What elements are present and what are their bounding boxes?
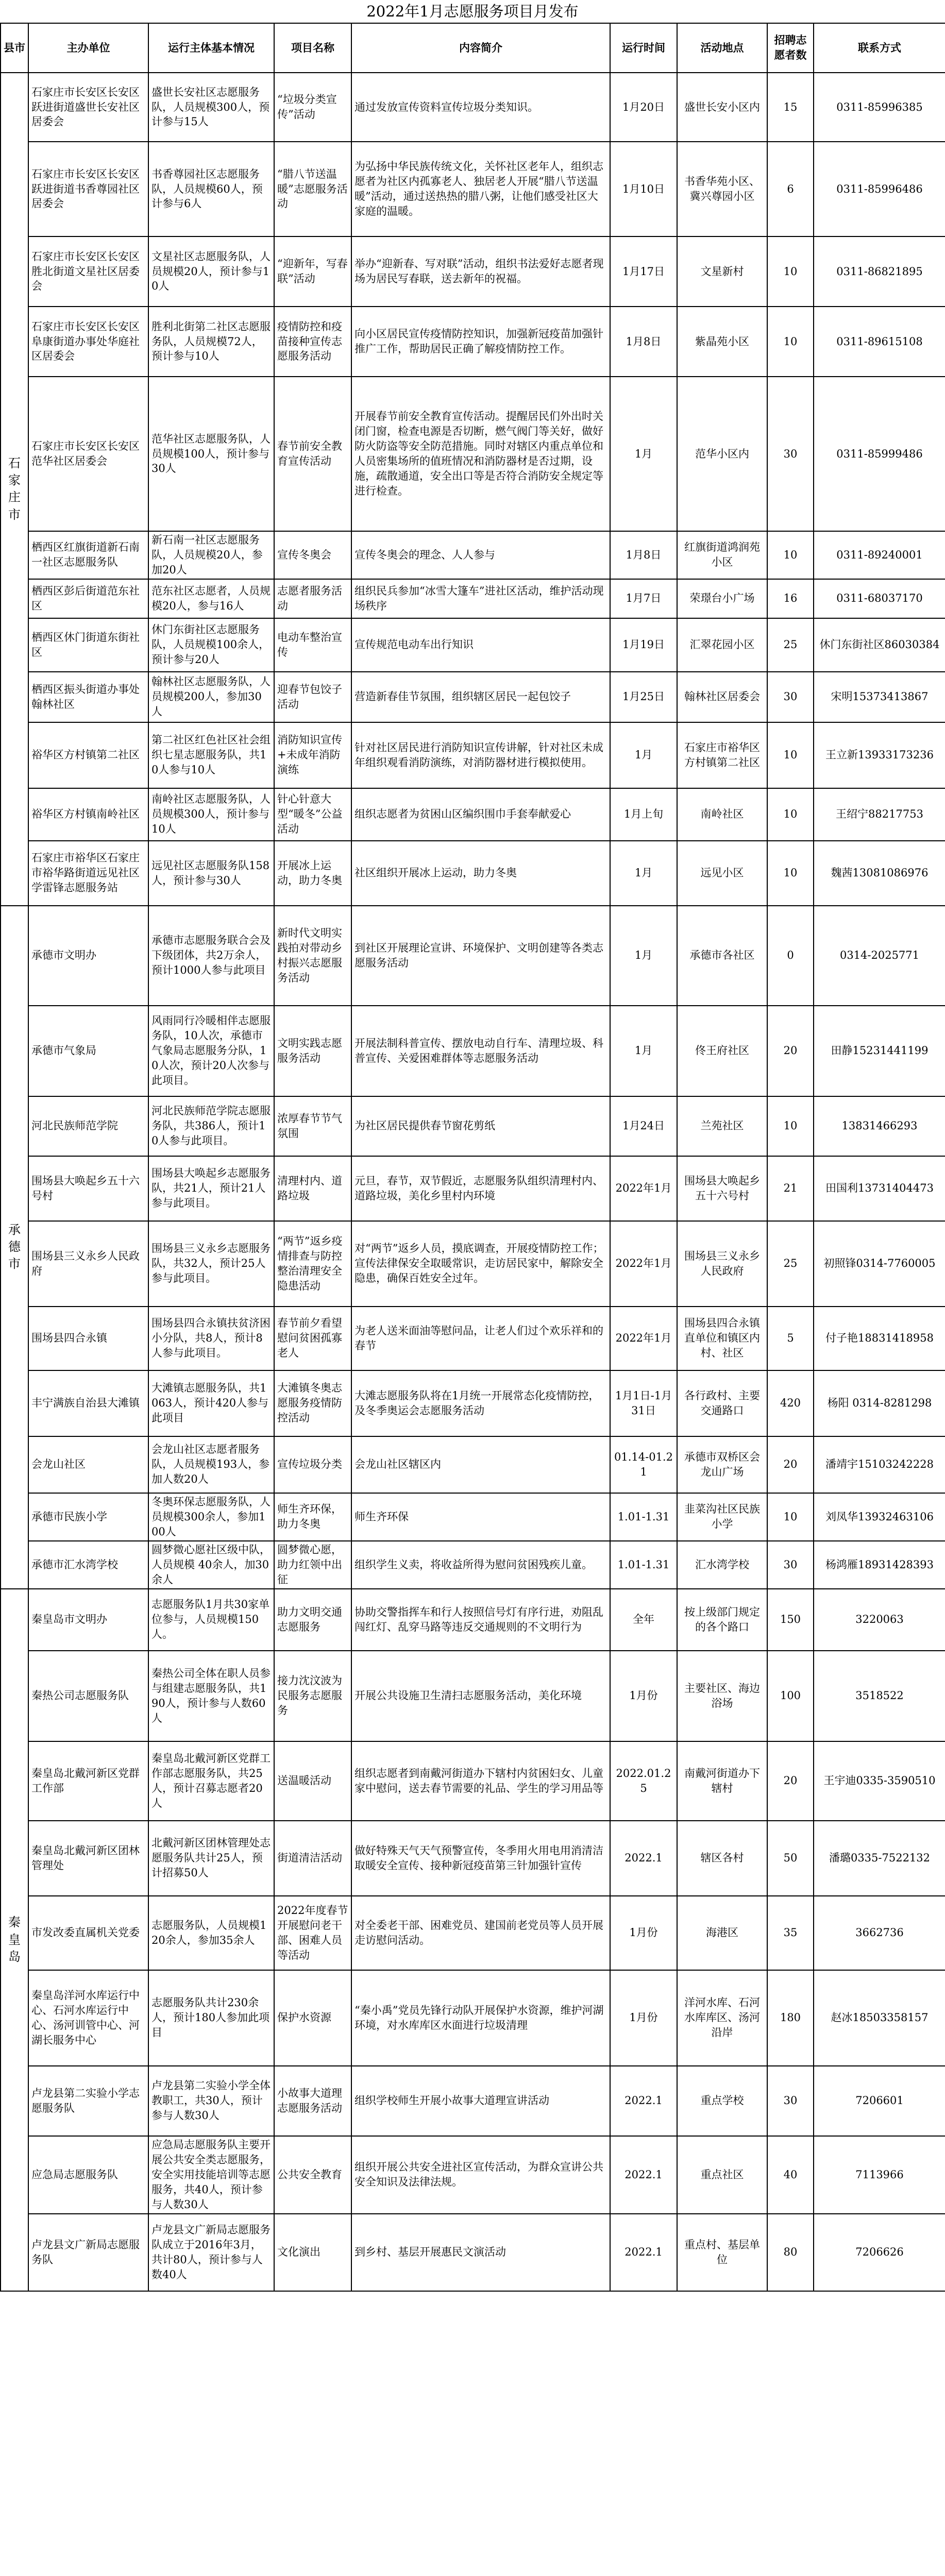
header-place: 活动地点	[677, 23, 767, 73]
cell-entity: 休门东街社区志愿服务队，人员规模100余人，预计参与20人	[148, 618, 274, 672]
cell-count: 10	[767, 307, 814, 377]
cell-time: 1月1日-1月31日	[610, 1370, 677, 1436]
cell-place: 盛世长安小区内	[677, 73, 767, 142]
cell-intro: 组织志愿者到南戴河街道办下辖村内贫困妇女、儿童家中慰问，送去春节需要的礼品、学生的学习用品等	[351, 1741, 610, 1821]
cell-contact: 7206626	[814, 2214, 945, 2291]
cell-count: 10	[767, 788, 814, 841]
header-time: 运行时间	[610, 23, 677, 73]
cell-count: 10	[767, 531, 814, 579]
cell-intro: 到乡村、基层开展惠民文演活动	[351, 2214, 610, 2291]
cell-time: 2022年1月	[610, 1156, 677, 1221]
cell-intro: 开展法制科普宣传、摆放电动自行车、清理垃圾、科普宣传、关爱困难群体等志愿服务活动	[351, 1006, 610, 1096]
cell-entity: 大滩镇志愿服务队，共1063人，预计420人参与此项目	[148, 1370, 274, 1436]
cell-organizer: 秦热公司志愿服务队	[28, 1651, 148, 1741]
cell-organizer: 栖西区振头街道办事处翰林社区	[28, 672, 148, 722]
cell-time: 1月8日	[610, 531, 677, 579]
cell-entity: 围场县四合永镇扶贫济困小分队，共8人，预计8人参与此项目。	[148, 1307, 274, 1370]
cell-place: 红旗街道鸿润苑小区	[677, 531, 767, 579]
cell-intro: 会龙山社区辖区内	[351, 1436, 610, 1493]
cell-place: 各行政村、主要交通路口	[677, 1370, 767, 1436]
cell-project: 清理村内、道路垃圾	[274, 1156, 351, 1221]
cell-contact: 王立新13933173236	[814, 722, 945, 788]
cell-intro: 组织志愿者为贫困山区编织围巾手套奉献爱心	[351, 788, 610, 841]
cell-entity: 志愿服务队共计230余人，预计180人参加此项目	[148, 1970, 274, 2066]
table-row	[1, 2214, 945, 2291]
cell-time: 1月19日	[610, 618, 677, 672]
header-row	[1, 23, 945, 73]
table-row	[1, 906, 945, 1006]
cell-intro: 师生齐环保	[351, 1493, 610, 1541]
table-row	[1, 1970, 945, 2066]
cell-project: 小故事大道理志愿服务活动	[274, 2066, 351, 2136]
cell-entity: 范东社区志愿者，人员规模20人，参与16人	[148, 579, 274, 618]
cell-count: 40	[767, 2136, 814, 2214]
cell-contact: 潘靖宇15103242228	[814, 1436, 945, 1493]
cell-time: 1月24日	[610, 1096, 677, 1156]
cell-organizer: 承德市文明办	[28, 906, 148, 1006]
cell-entity: 书香尊园社区志愿服务队，人员规模60人，预计参与6人	[148, 142, 274, 236]
table-body	[1, 73, 945, 2291]
table-row	[1, 1307, 945, 1370]
cell-count: 21	[767, 1156, 814, 1221]
cell-place: 翰林社区居委会	[677, 672, 767, 722]
cell-contact: 杨鸿雁18931428393	[814, 1541, 945, 1589]
cell-project: 志愿者服务活动	[274, 579, 351, 618]
cell-project: 保护水资源	[274, 1970, 351, 2066]
cell-count: 10	[767, 1096, 814, 1156]
cell-contact: 刘凤华13932463106	[814, 1493, 945, 1541]
cell-place: 紫晶苑小区	[677, 307, 767, 377]
cell-count: 20	[767, 1436, 814, 1493]
cell-place: 石家庄市裕华区方村镇第二社区	[677, 722, 767, 788]
cell-count: 10	[767, 236, 814, 307]
table-row	[1, 1896, 945, 1970]
cell-time: 2022年1月	[610, 1221, 677, 1307]
cell-place: 汇翠花园小区	[677, 618, 767, 672]
cell-count: 20	[767, 1006, 814, 1096]
table-row	[1, 1006, 945, 1096]
cell-intro: 针对社区居民进行消防知识宣传讲解，针对社区未成年组织观看消防演练，对消防器材进行模拟使用。	[351, 722, 610, 788]
cell-intro: 做好特殊天气天气预警宣传，冬季用火用电用消清洁取暖安全宣传、接种新冠疫苗第三针加强针宣传	[351, 1821, 610, 1896]
cell-count: 30	[767, 377, 814, 531]
cell-time: 1.01-1.31	[610, 1493, 677, 1541]
cell-intro: 协助交警指挥车和行人按照信号灯有序行进，劝阻乱闯红灯、乱穿马路等违反交通规则的不文明行为	[351, 1589, 610, 1651]
cell-contact: 宋明15373413867	[814, 672, 945, 722]
cell-time: 1月20日	[610, 73, 677, 142]
cell-contact: 3662736	[814, 1896, 945, 1970]
cell-entity: 范华社区志愿服务队，人员规模100人，预计参与30人	[148, 377, 274, 531]
table-row	[1, 142, 945, 236]
cell-organizer: 卢龙县文广新局志愿服务队	[28, 2214, 148, 2291]
table-row	[1, 1589, 945, 1651]
cell-intro: 为老人送米面油等慰问品，让老人们过个欢乐祥和的春节	[351, 1307, 610, 1370]
cell-entity: 会龙山社区志愿者服务队，人员规模193人，参加人数20人	[148, 1436, 274, 1493]
table-row	[1, 1741, 945, 1821]
cell-count: 16	[767, 579, 814, 618]
cell-organizer: 石家庄市裕华区石家庄市裕华路街道远见社区学雷锋志愿服务站	[28, 841, 148, 906]
cell-organizer: 石家庄市长安区长安区跃进街道书香尊园社区居委会	[28, 142, 148, 236]
cell-city: 石家庄市	[1, 73, 28, 906]
cell-organizer: 秦皇岛北戴河新区党群工作部	[28, 1741, 148, 1821]
cell-intro: 元旦，春节，双节假近，志愿服务队组织清理村内、道路垃圾，美化乡里村内环境	[351, 1156, 610, 1221]
table-row	[1, 1221, 945, 1307]
cell-project: 春节前夕看望慰问贫困孤寡老人	[274, 1307, 351, 1370]
cell-entity: 秦热公司全体在职人员参与组建志愿服务队，共190人，预计参与人数60人	[148, 1651, 274, 1741]
cell-place: 重点社区	[677, 2136, 767, 2214]
cell-contact: 赵冰18503358157	[814, 1970, 945, 2066]
cell-intro: “秦小禹”党员先锋行动队开展保护水资源，维护河湖环境，对水库库区水面进行垃圾清理	[351, 1970, 610, 2066]
cell-contact: 7113966	[814, 2136, 945, 2214]
cell-count: 50	[767, 1821, 814, 1896]
cell-entity: 志愿服务队1月共30家单位参与，人员规模150人。	[148, 1589, 274, 1651]
cell-entity: 南岭社区志愿服务队，人员规模300人，预计参与10人	[148, 788, 274, 841]
cell-project: 开展冰上运动，助力冬奥	[274, 841, 351, 906]
cell-intro: 组织学校师生开展小故事大道理宣讲活动	[351, 2066, 610, 2136]
cell-project: 送温暖活动	[274, 1741, 351, 1821]
cell-contact: 田静15231441199	[814, 1006, 945, 1096]
cell-contact: 3518522	[814, 1651, 945, 1741]
cell-project: 针心针意大型“暖冬”公益活动	[274, 788, 351, 841]
cell-intro: 对全委老干部、困难党员、建国前老党员等人员开展走访慰问活动。	[351, 1896, 610, 1970]
cell-count: 20	[767, 1741, 814, 1821]
cell-project: “两节”返乡疫情排查与防控整治清理安全隐患活动	[274, 1221, 351, 1307]
cell-time: 全年	[610, 1589, 677, 1651]
cell-count: 15	[767, 73, 814, 142]
cell-project: 接力沈汶波为民服务志愿服务	[274, 1651, 351, 1741]
cell-place: 主要社区、海边浴场	[677, 1651, 767, 1741]
cell-organizer: 裕华区方村镇第二社区	[28, 722, 148, 788]
cell-time: 2022.01.25	[610, 1741, 677, 1821]
cell-intro: 开展春节前安全教育宣传活动。提醒居民们外出时关闭门窗，检查电源是否切断，燃气阀门等关好，做好防火防盗等安全防范措施。同时对辖区内重点单位和人员密集场所的值班情况和消防器材是否过期，设施，疏散通道，安全出口等是否符合消防安全规定等进行检查。	[351, 377, 610, 531]
cell-project: 文化演出	[274, 2214, 351, 2291]
cell-count: 100	[767, 1651, 814, 1741]
cell-place: 韭菜沟社区民族小学	[677, 1493, 767, 1541]
table-row	[1, 618, 945, 672]
cell-place: 围场县四合永镇直单位和镇区内村、社区	[677, 1307, 767, 1370]
cell-entity: 河北民族师范学院志愿服务队，共386人，预计10人参与此项目。	[148, 1096, 274, 1156]
cell-intro: 宣传冬奥会的理念、人人参与	[351, 531, 610, 579]
cell-place: 佟王府社区	[677, 1006, 767, 1096]
cell-organizer: 秦皇岛市文明办	[28, 1589, 148, 1651]
cell-intro: 向小区居民宣传疫情防控知识，加强新冠疫苗加强针推广工作，帮助居民正确了解疫情防控工作。	[351, 307, 610, 377]
cell-project: 助力文明交通志愿服务	[274, 1589, 351, 1651]
cell-count: 150	[767, 1589, 814, 1651]
cell-time: 1月份	[610, 1970, 677, 2066]
cell-entity: 冬奥环保志愿服务队，人员规模300余人，参加100人	[148, 1493, 274, 1541]
cell-intro: 社区组织开展冰上运动，助力冬奥	[351, 841, 610, 906]
cell-entity: 盛世长安社区志愿服务队，人员规模300人，预计参与15人	[148, 73, 274, 142]
header-contact: 联系方式	[814, 23, 945, 73]
cell-organizer: 丰宁满族自治县大滩镇	[28, 1370, 148, 1436]
cell-contact: 初照锋0314-7760005	[814, 1221, 945, 1307]
cell-organizer: 石家庄市长安区长安区阜康街道办事处华庭社区居委会	[28, 307, 148, 377]
table-row	[1, 73, 945, 142]
header-count: 招聘志愿者数	[767, 23, 814, 73]
cell-project: 春节前安全教育宣传活动	[274, 377, 351, 531]
header-project: 项目名称	[274, 23, 351, 73]
cell-place: 南岭社区	[677, 788, 767, 841]
cell-organizer: 秦皇岛洋河水库运行中心、石河水库运行中心、汤河训管中心、河湖长服务中心	[28, 1970, 148, 2066]
cell-contact: 田国利13731404473	[814, 1156, 945, 1221]
cell-time: 1月8日	[610, 307, 677, 377]
cell-place: 辖区各村	[677, 1821, 767, 1896]
cell-place: 汇水湾学校	[677, 1541, 767, 1589]
cell-time: 1月份	[610, 1651, 677, 1741]
cell-contact: 付子艳18831418958	[814, 1307, 945, 1370]
cell-time: 1月	[610, 377, 677, 531]
cell-organizer: 河北民族师范学院	[28, 1096, 148, 1156]
cell-organizer: 卢龙县第二实验小学志愿服务队	[28, 2066, 148, 2136]
cell-organizer: 围场县大唤起乡五十六号村	[28, 1156, 148, 1221]
cell-count: 5	[767, 1307, 814, 1370]
cell-project: 疫情防控和疫苗接种宣传志愿服务活动	[274, 307, 351, 377]
cell-contact: 13831466293	[814, 1096, 945, 1156]
cell-intro: 宣传规范电动车出行知识	[351, 618, 610, 672]
table-row	[1, 307, 945, 377]
cell-organizer: 承德市民族小学	[28, 1493, 148, 1541]
cell-place: 围场县三义永乡人民政府	[677, 1221, 767, 1307]
table-row	[1, 1096, 945, 1156]
cell-entity: 卢龙县文广新局志愿服务队成立于2016年3月，共计80人，预计参与人数40人	[148, 2214, 274, 2291]
table-row	[1, 377, 945, 531]
volunteer-table	[0, 23, 945, 2292]
cell-organizer: 栖西区彭后街道范东社区	[28, 579, 148, 618]
cell-place: 范华小区内	[677, 377, 767, 531]
cell-count: 25	[767, 618, 814, 672]
cell-place: 南戴河街道办下辖村	[677, 1741, 767, 1821]
cell-organizer: 石家庄市长安区长安区范华社区居委会	[28, 377, 148, 531]
cell-count: 30	[767, 1541, 814, 1589]
cell-time: 2022.1	[610, 2066, 677, 2136]
cell-count: 10	[767, 1493, 814, 1541]
table-row	[1, 579, 945, 618]
cell-entity: 北戴河新区团林管理处志愿服务队共计25人，预计招募50人	[148, 1821, 274, 1896]
cell-time: 1月份	[610, 1896, 677, 1970]
cell-time: 2022.1	[610, 2214, 677, 2291]
cell-project: 消防知识宣传+未成年消防演练	[274, 722, 351, 788]
cell-contact: 0311-85999486	[814, 377, 945, 531]
cell-contact: 魏茜13081086976	[814, 841, 945, 906]
cell-contact: 王绍宁88217753	[814, 788, 945, 841]
cell-time: 1月10日	[610, 142, 677, 236]
cell-project: 宣传垃圾分类	[274, 1436, 351, 1493]
table-row	[1, 1541, 945, 1589]
cell-time: 1月17日	[610, 236, 677, 307]
cell-contact: 0314-2025771	[814, 906, 945, 1006]
cell-entity: 胜利北街第二社区志愿服务队，人员规模72人，预计参与10人	[148, 307, 274, 377]
cell-contact: 王宇迪0335-3590510	[814, 1741, 945, 1821]
cell-intro: 组织开展公共安全进社区宣传活动，为群众宣讲公共安全知识及法律法规。	[351, 2136, 610, 2214]
cell-intro: 营造新春佳节氛围，组织辖区居民一起包饺子	[351, 672, 610, 722]
cell-time: 1月	[610, 722, 677, 788]
cell-time: 01.14-01.21	[610, 1436, 677, 1493]
cell-place: 按上级部门规定的各个路口	[677, 1589, 767, 1651]
cell-count: 6	[767, 142, 814, 236]
cell-place: 海港区	[677, 1896, 767, 1970]
cell-organizer: 栖西区红旗街道新石南一社区志愿服务队	[28, 531, 148, 579]
cell-contact: 杨阳 0314-8281298	[814, 1370, 945, 1436]
cell-contact: 0311-85996486	[814, 142, 945, 236]
cell-entity: 应急局志愿服务队主要开展公共安全类志愿服务，安全实用技能培训等志愿服务，共40人，预计参与人数30人	[148, 2136, 274, 2214]
cell-project: “腊八节送温暖”志愿服务活动	[274, 142, 351, 236]
cell-count: 25	[767, 1221, 814, 1307]
cell-contact: 0311-85996385	[814, 73, 945, 142]
cell-organizer: 石家庄市长安区长安区胜北街道文星社区居委会	[28, 236, 148, 307]
cell-project: 公共安全教育	[274, 2136, 351, 2214]
cell-intro: 到社区开展理论宣讲、环境保护、文明创建等各类志愿服务活动	[351, 906, 610, 1006]
cell-intro: 通过发放宣传资料宣传垃圾分类知识。	[351, 73, 610, 142]
table-row	[1, 672, 945, 722]
table-row	[1, 236, 945, 307]
cell-organizer: 围场县四合永镇	[28, 1307, 148, 1370]
cell-organizer: 承德市汇水湾学校	[28, 1541, 148, 1589]
cell-contact: 0311-86821895	[814, 236, 945, 307]
cell-intro: 组织学生义卖，将收益所得为慰问贫困残疾儿童。	[351, 1541, 610, 1589]
header-entity: 运行主体基本情况	[148, 23, 274, 73]
cell-contact: 潘璐0335-7522132	[814, 1821, 945, 1896]
cell-contact: 3220063	[814, 1589, 945, 1651]
cell-time: 1.01-1.31	[610, 1541, 677, 1589]
cell-place: 重点学校	[677, 2066, 767, 2136]
cell-organizer: 承德市气象局	[28, 1006, 148, 1096]
cell-time: 1月上旬	[610, 788, 677, 841]
cell-entity: 围场县三义永乡志愿服务队，共32人，预计25人参与此项目。	[148, 1221, 274, 1307]
cell-time: 1月7日	[610, 579, 677, 618]
cell-count: 10	[767, 722, 814, 788]
cell-place: 文星新村	[677, 236, 767, 307]
cell-project: 街道清洁活动	[274, 1821, 351, 1896]
cell-count: 35	[767, 1896, 814, 1970]
cell-time: 1月	[610, 906, 677, 1006]
cell-intro: 开展公共设施卫生清扫志愿服务活动，美化环境	[351, 1651, 610, 1741]
cell-count: 420	[767, 1370, 814, 1436]
cell-contact: 0311-89615108	[814, 307, 945, 377]
cell-count: 10	[767, 841, 814, 906]
table-row	[1, 1651, 945, 1741]
cell-entity: 远见社区志愿服务队158人，预计参与30人	[148, 841, 274, 906]
cell-intro: 组织民兵参加“冰雪大篷车”进社区活动，维护活动现场秩序	[351, 579, 610, 618]
cell-project: 宣传冬奥会	[274, 531, 351, 579]
header-organizer: 主办单位	[28, 23, 148, 73]
cell-project: 圆梦微心愿，助力红领中出征	[274, 1541, 351, 1589]
page-title: 2022年1月志愿服务项目月发布	[366, 3, 579, 20]
cell-contact: 7206601	[814, 2066, 945, 2136]
cell-project: “垃圾分类宣传”活动	[274, 73, 351, 142]
cell-project: “迎新年，写春联”活动	[274, 236, 351, 307]
cell-entity: 风雨同行冷暖相伴志愿服务队，10人次，承德市气象局志愿服务分队，10人次，预计20人次参与此项目。	[148, 1006, 274, 1096]
cell-entity: 卢龙县第二实验小学全体教职工，共30人，预计参与人数30人	[148, 2066, 274, 2136]
cell-project: 2022年度春节开展慰问老干部、困难人员等活动	[274, 1896, 351, 1970]
cell-project: 迎春节包饺子活动	[274, 672, 351, 722]
cell-count: 0	[767, 906, 814, 1006]
cell-organizer: 石家庄市长安区长安区跃进街道盛世长安社区居委会	[28, 73, 148, 142]
cell-place: 荣璟台小广场	[677, 579, 767, 618]
cell-count: 80	[767, 2214, 814, 2291]
cell-project: 新时代文明实践拍对带动乡村振兴志愿服务活动	[274, 906, 351, 1006]
cell-organizer: 秦皇岛北戴河新区团林管理处	[28, 1821, 148, 1896]
cell-time: 1月	[610, 1006, 677, 1096]
cell-contact: 休门东街社区86030384	[814, 618, 945, 672]
cell-intro: 为弘扬中华民族传统文化，关怀社区老年人，组织志愿者为社区内孤寡老人、独居老人开展“腊八节送温暖”活动，通过送热热的腊八粥，让他们感受社区大家庭的温暖。	[351, 142, 610, 236]
cell-organizer: 市发改委直属机关党委	[28, 1896, 148, 1970]
cell-project: 电动车整治宣传	[274, 618, 351, 672]
cell-organizer: 应急局志愿服务队	[28, 2136, 148, 2214]
cell-entity: 秦皇岛北戴河新区党群工作部志愿服务队，共25人，预计召募志愿者20人	[148, 1741, 274, 1821]
table-row	[1, 1156, 945, 1221]
cell-city: 承德市	[1, 906, 28, 1589]
cell-organizer: 栖西区休门街道东街社区	[28, 618, 148, 672]
cell-project: 大滩镇冬奥志愿服务疫情防控活动	[274, 1370, 351, 1436]
cell-time: 1月25日	[610, 672, 677, 722]
table-row	[1, 2136, 945, 2214]
table-row	[1, 841, 945, 906]
cell-organizer: 裕华区方村镇南岭社区	[28, 788, 148, 841]
table-row	[1, 1493, 945, 1541]
cell-place: 兰苑社区	[677, 1096, 767, 1156]
table-row	[1, 1821, 945, 1896]
table-row	[1, 1370, 945, 1436]
cell-entity: 翰林社区志愿服务队，人员规模200人，参加30人	[148, 672, 274, 722]
cell-place: 重点村、基层单位	[677, 2214, 767, 2291]
cell-entity: 第二社区红色社区社会组织七星志愿服务队，共10人参与10人	[148, 722, 274, 788]
table-row	[1, 531, 945, 579]
cell-time: 2022年1月	[610, 1307, 677, 1370]
cell-contact: 0311-89240001	[814, 531, 945, 579]
cell-intro: 大滩志愿服务队将在1月统一开展常态化疫情防控，及冬季奥运会志愿服务活动	[351, 1370, 610, 1436]
cell-time: 2022.1	[610, 1821, 677, 1896]
cell-city: 秦皇岛	[1, 1589, 28, 2291]
cell-time: 2022.1	[610, 2136, 677, 2214]
header-county: 县市	[1, 23, 28, 73]
cell-project: 浓厚春节节气氛围	[274, 1096, 351, 1156]
cell-intro: 举办“迎新春、写对联”活动，组织书法爱好志愿者现场为居民写春联，送去新年的祝福。	[351, 236, 610, 307]
cell-place: 洋河水库、石河水库库区、汤河沿岸	[677, 1970, 767, 2066]
cell-entity: 文星社区志愿服务队，人员规模20人，预计参与10人	[148, 236, 274, 307]
cell-project: 师生齐环保，助力冬奥	[274, 1493, 351, 1541]
table-row	[1, 1436, 945, 1493]
header-intro: 内容简介	[351, 23, 610, 73]
cell-organizer: 围场县三义永乡人民政府	[28, 1221, 148, 1307]
table-row	[1, 788, 945, 841]
table-row	[1, 722, 945, 788]
cell-count: 30	[767, 672, 814, 722]
table-row	[1, 2066, 945, 2136]
cell-project: 文明实践志愿服务活动	[274, 1006, 351, 1096]
cell-entity: 新石南一社区志愿服务队，人员规模20人，参加20人	[148, 531, 274, 579]
cell-entity: 志愿服务队，人员规模120余人，参加35余人	[148, 1896, 274, 1970]
cell-place: 书香华苑小区、冀兴尊园小区	[677, 142, 767, 236]
cell-place: 围场县大唤起乡五十六号村	[677, 1156, 767, 1221]
cell-entity: 承德市志愿服务联合会及下级团体，共2万余人，预计1000人参与此项目	[148, 906, 274, 1006]
cell-intro: 对“两节”返乡人员，摸底调查，开展疫情防控工作；宣传法律保安全取暖常识，走访居民家中，解除安全隐患，确保百姓安全过年。	[351, 1221, 610, 1307]
cell-count: 30	[767, 2066, 814, 2136]
cell-place: 远见小区	[677, 841, 767, 906]
cell-contact: 0311-68037170	[814, 579, 945, 618]
cell-place: 承德市双桥区会龙山广场	[677, 1436, 767, 1493]
cell-entity: 圆梦微心愿社区级中队，人员规模 40余人，加30余人	[148, 1541, 274, 1589]
cell-place: 承德市各社区	[677, 906, 767, 1006]
cell-organizer: 会龙山社区	[28, 1436, 148, 1493]
cell-time: 1月	[610, 841, 677, 906]
cell-intro: 为社区居民提供春节窗花剪纸	[351, 1096, 610, 1156]
cell-count: 180	[767, 1970, 814, 2066]
cell-entity: 围场县大唤起乡志愿服务队，共21人，预计21人参与此项目。	[148, 1156, 274, 1221]
